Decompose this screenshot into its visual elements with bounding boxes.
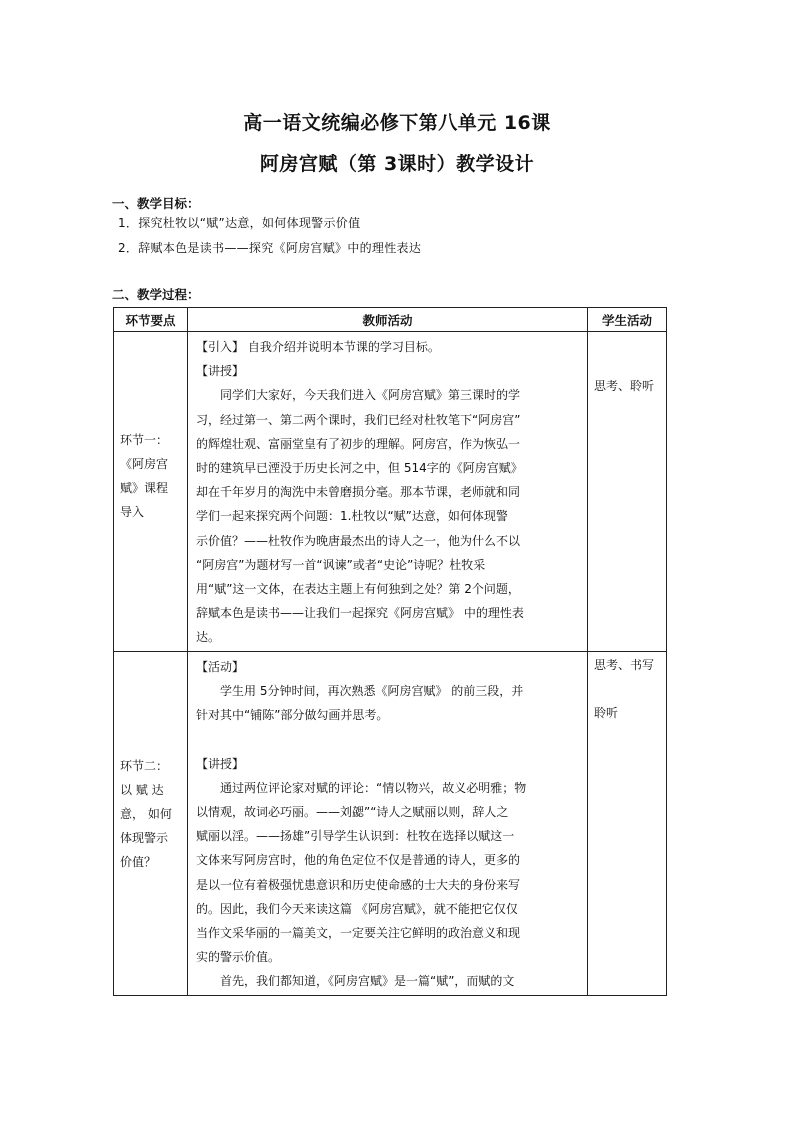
student-activity-cell [588, 652, 667, 996]
activity-line: 同学们大家好，今天我们进入《阿房宫赋》第三课时的学 [220, 388, 521, 403]
activity-line: 赋丽以淫。——扬雄”引导学生认识到：杜牧在选择以赋这一 [196, 829, 515, 844]
activity-line: 却在千年岁月的淘洗中未曾磨损分毫。那本节课，老师就和同 [196, 485, 521, 500]
segment-line: 导入 [120, 505, 145, 519]
segment-line: 赋》课程 [120, 481, 169, 495]
teacher-activity-cell [188, 332, 588, 652]
student-activity-line: 思考、书写 [594, 658, 655, 672]
activity-line: 用“赋”这一文体，在表达主题上有何独到之处？第 2个问题， [196, 582, 520, 597]
segment-cell [114, 652, 188, 996]
activity-line: 示价值？——杜牧作为晚唐最杰出的诗人之一，他为什么不以 [196, 533, 521, 548]
student-activity-line: 思考、聆听 [594, 379, 655, 393]
activity-line: 【活动】 [196, 660, 245, 674]
activity-line: 达。 [196, 630, 221, 645]
teacher-activity-cell [188, 652, 588, 996]
activity-line: 学们一起来探究两个问题：1.杜牧以“赋”达意，如何体现警 [196, 509, 508, 524]
table-row [114, 332, 667, 652]
activity-line: 辞赋本色是读书——让我们一起探究《阿房宫赋》 中的理性表 [196, 606, 524, 621]
activity-line: 学生用 5分钟时间，再次熟悉《阿房宫赋》 的前三段，并 [220, 684, 524, 699]
activity-line [196, 728, 577, 752]
segment-line: 意， 如何 [120, 807, 172, 821]
activity-line: 的。因此，我们今天来读这篇 《阿房宫赋》，就不能把它仅仅 [196, 901, 518, 916]
segment-line: 《阿房宫 [120, 457, 169, 471]
activity-line: 当作文采华丽的一篇美文，一定要关注它鲜明的政治意义和现 [196, 926, 521, 941]
activity-line: 文体来写阿房宫时，他的角色定位不仅是普通的诗人，更多的 [196, 853, 521, 868]
document-title: 高一语文统编必修下第八单元 16课 [243, 112, 551, 134]
activity-line: 【引入】 自我介绍并说明本节课的学习目标。 [196, 340, 440, 354]
segment-line: 以 赋 达 [120, 783, 164, 797]
segment-line: 体现警示 [120, 831, 169, 845]
activity-line: “阿房宫”为题材写一首“讽谏”或者“史论”诗呢？杜牧采 [196, 557, 486, 572]
segment-line: 环节一： [120, 433, 169, 447]
lesson-plan-table [113, 307, 667, 996]
activity-line: 是以一位有着极强忧患意识和历史使命感的士大夫的身份来写 [196, 877, 521, 892]
header-student-activity: 学生活动 [588, 308, 667, 332]
student-activity-line: 聆听 [594, 706, 619, 720]
table-row [114, 652, 667, 996]
activity-line: 【讲授】 [196, 756, 245, 771]
activity-line: 针对其中“铺陈”部分做勾画并思考。 [196, 708, 389, 723]
section-heading-objectives: 一、教学目标： [112, 196, 200, 211]
objective-item: 2．辞赋本色是读书——探究《阿房宫赋》中的理性表达 [118, 241, 422, 255]
activity-line: 【讲授】 [196, 364, 245, 379]
activity-line: 首先，我们都知道，《阿房宫赋》是一篇“赋”，而赋的文 [220, 974, 515, 989]
activity-line: 的辉煌壮观、富丽堂皇有了初步的理解。阿房宫，作为恢弘一 [196, 436, 521, 451]
activity-line: 时的建筑早已湮没于历史长河之中，但 514字的《阿房宫赋》 [196, 461, 523, 476]
activity-line: 通过两位评论家对赋的评论：“情以物兴，故义必明雅；物 [220, 780, 527, 795]
table-header-row [114, 308, 667, 332]
document-subtitle: 阿房宫赋（第 3课时）教学设计 [259, 153, 535, 175]
segment-line: 环节二： [120, 759, 169, 773]
activity-line: 习，经过第一、第二两个课时，我们已经对杜牧笔下“阿房宫” [196, 412, 521, 427]
activity-line: 以情观，故词必巧丽。——刘勰”“诗人之赋丽以则，辞人之 [196, 805, 509, 820]
segment-line: 价值？ [120, 855, 157, 869]
header-teacher-activity: 教师活动 [188, 308, 588, 332]
student-activity-line [594, 677, 662, 701]
header-segment: 环节要点 [114, 308, 188, 332]
section-heading-process: 二、教学过程： [112, 287, 200, 302]
activity-line: 实的警示价值。 [196, 950, 281, 965]
objective-item: 1．探究杜牧以“赋”达意，如何体现警示价值 [118, 216, 361, 230]
segment-cell [114, 332, 188, 652]
student-activity-cell [588, 332, 667, 652]
